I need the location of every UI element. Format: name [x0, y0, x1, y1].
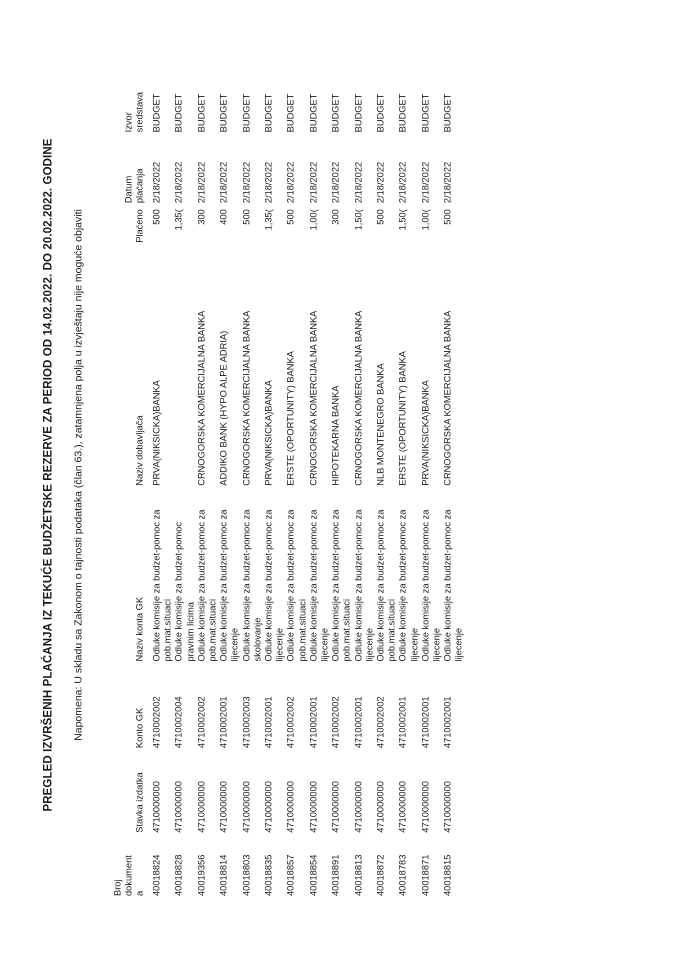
table-row	[375, 52, 397, 898]
table-row	[420, 52, 442, 898]
cell-broj-dokumenta: 40018891	[330, 854, 341, 896]
cell-stavka-izdatka: 4710000000	[307, 781, 318, 833]
cell-konto-gk: 4710002001	[397, 696, 408, 749]
cell-konto-gk: 4710002002	[285, 696, 296, 749]
cell-broj-dokumenta: 40018828	[173, 854, 184, 896]
cell-stavka-izdatka: 4710000000	[419, 781, 430, 833]
cell-placeno: 500	[442, 209, 453, 225]
cell-stavka-izdatka: 4710000000	[195, 781, 206, 833]
cell-konto-gk: 4710002002	[375, 696, 386, 749]
cell-naziv-konta-gk: Odluke komisije za budzet-pomoc pravnim licima	[173, 521, 195, 662]
cell-naziv-konta-gk: Odluke komisije za budzet-pomoc za lijecenje	[263, 509, 285, 662]
cell-izvor-sredstava: BUDGET	[218, 93, 229, 133]
table-row	[241, 52, 263, 898]
cell-izvor-sredstava: BUDGET	[240, 93, 251, 133]
cell-datum-placanja: 2/18/2022	[442, 161, 453, 204]
cell-broj-dokumenta: 40018857	[285, 854, 296, 896]
table-row	[442, 52, 464, 898]
cell-naziv-konta-gk: Odluke komisije za budzet-pomoc za lijecenje	[419, 509, 442, 662]
column-header-broj-dokumenta-line1: Broj	[112, 879, 122, 896]
cell-izvor-sredstava: BUDGET	[330, 93, 341, 133]
cell-datum-placanja: 2/18/2022	[285, 161, 296, 204]
cell-izvor-sredstava: BUDGET	[442, 93, 453, 133]
cell-placeno: 400	[218, 209, 229, 225]
cell-stavka-izdatka: 4710000000	[375, 781, 386, 833]
report-title: PREGLED IZVRŠENIH PLAĆANJA IZ TEKUĆE BUDŽETSKE REZERVE ZA PERIOD OD 14.02.2022. DO 20.02.2022. GODINE	[42, 138, 54, 812]
cell-naziv-konta-gk: Odluke komisije za budzet-pomoc za lijecenje	[442, 509, 464, 662]
cell-naziv-konta-gk: Odluke komisije za budzet-pomoc za pob.mat.situaci	[330, 509, 352, 662]
cell-naziv-dobavljaca: PRVA(NIKSICKA)BANKA	[151, 380, 161, 486]
cell-datum-placanja: 2/18/2022	[352, 161, 363, 204]
cell-placeno: 500	[151, 209, 161, 225]
cell-naziv-dobavljaca: CRNOGORSKA KOMERCIJALNA BANKA	[352, 310, 363, 486]
cell-naziv-konta-gk: Odluke komisije za budzet-pomoc za lijecenje	[397, 509, 419, 662]
cell-izvor-sredstava: BUDGET	[352, 93, 363, 133]
cell-datum-placanja: 2/18/2022	[240, 161, 251, 204]
cell-placeno: 1,50(	[397, 209, 408, 231]
cell-broj-dokumenta: 40018854	[307, 854, 318, 896]
table-row	[263, 52, 285, 898]
cell-naziv-konta-gk: Odluke komisije za budzet-pomoc za pob.mat.situaci	[375, 509, 397, 662]
column-header-broj-dokumenta	[112, 835, 151, 898]
cell-izvor-sredstava: BUDGET	[307, 93, 318, 133]
cell-datum-placanja: 2/18/2022	[375, 161, 386, 204]
cell-stavka-izdatka: 4710000000	[285, 781, 296, 833]
cell-placeno: 500	[285, 209, 296, 225]
cell-naziv-dobavljaca: ERSTE (OPORTUNITY) BANKA	[285, 351, 296, 486]
cell-broj-dokumenta: 40018803	[240, 854, 251, 896]
table-row	[196, 52, 218, 898]
column-header-izvor-sredstava-line2: sredstava	[134, 92, 144, 133]
table-row	[173, 52, 195, 898]
column-header-datum-placanja-line1: Datum	[123, 175, 133, 204]
cell-naziv-dobavljaca: CRNOGORSKA KOMERCIJALNA BANKA	[307, 310, 318, 486]
cell-placeno: 1,35(	[173, 209, 184, 231]
cell-izvor-sredstava: BUDGET	[375, 93, 386, 133]
cell-naziv-dobavljaca: PRVA(NIKSICKA)BANKA	[419, 380, 430, 486]
cell-broj-dokumenta: 40018872	[375, 854, 386, 896]
cell-naziv-dobavljaca: CRNOGORSKA KOMERCIJALNA BANKA	[195, 310, 206, 486]
cell-naziv-konta-gk: Odluke komisije za budzet-pomoc za skolovanje	[240, 509, 262, 662]
cell-stavka-izdatka: 4710000000	[352, 781, 363, 833]
cell-konto-gk: 4710002003	[240, 696, 251, 749]
column-header-izvor-sredstava-line1: Izvor	[123, 112, 133, 133]
table-row	[218, 52, 240, 898]
table-row	[308, 52, 330, 898]
column-header-naziv-konta-gk-line1: Naziv konta GK	[134, 596, 144, 662]
column-header-broj-dokumenta-line2: dokument	[123, 855, 133, 896]
column-header-broj-dokumenta-line3: a	[134, 890, 144, 896]
cell-datum-placanja: 2/18/2022	[173, 161, 184, 204]
cell-placeno: 300	[330, 209, 341, 225]
cell-konto-gk: 4710002002	[330, 696, 341, 749]
cell-izvor-sredstava: BUDGET	[173, 93, 184, 133]
column-header-stavka-izdatka-line1: Stavka izdatka	[134, 772, 144, 833]
cell-stavka-izdatka: 4710000000	[263, 781, 274, 833]
table-row	[330, 52, 352, 898]
cell-broj-dokumenta: 40019356	[195, 854, 206, 896]
cell-stavka-izdatka: 4710000000	[173, 781, 184, 833]
column-header-placeno	[112, 205, 151, 272]
cell-naziv-dobavljaca: PRVA(NIKSICKA)BANKA	[263, 380, 274, 486]
cell-naziv-konta-gk: Odluke komisije za budzet-pomoc za lijecenje	[352, 509, 374, 662]
cell-naziv-konta-gk: Odluke komisije za budzet-pomoc za pob.mat.situaci	[151, 509, 173, 662]
cell-datum-placanja: 2/18/2022	[307, 161, 318, 204]
cell-placeno: 300	[195, 209, 206, 225]
table-header-row	[112, 52, 151, 898]
table-row	[151, 52, 173, 898]
cell-konto-gk: 4710002001	[307, 696, 318, 749]
cell-naziv-konta-gk: Odluke komisije za budzet-pomoc za lijecenje	[307, 509, 330, 662]
cell-datum-placanja: 2/18/2022	[151, 161, 161, 204]
cell-broj-dokumenta: 40018814	[218, 854, 229, 896]
column-header-stavka-izdatka	[112, 750, 151, 835]
cell-izvor-sredstava: BUDGET	[419, 93, 430, 133]
cell-konto-gk: 4710002001	[419, 696, 430, 749]
cell-naziv-dobavljaca	[173, 272, 195, 488]
cell-placeno: 1,35(	[263, 209, 274, 231]
column-header-naziv-dobavljaca	[112, 272, 151, 488]
column-header-konto-gk-line1: Konto GK	[134, 707, 144, 749]
cell-datum-placanja: 2/18/2022	[397, 161, 408, 204]
cell-naziv-konta-gk: Odluke komisije za budzet-pomoc za lijecenje	[218, 509, 240, 662]
cell-konto-gk: 4710002001	[263, 696, 274, 749]
cell-broj-dokumenta: 40018824	[151, 854, 161, 896]
cell-konto-gk: 4710002001	[352, 696, 363, 749]
report-note: Napomena: U skladu sa Zakonom o tajnosti podataka (član 63.), zatamnjena polja u izvještaju nije moguće objaviti	[72, 209, 84, 741]
cell-broj-dokumenta: 40018815	[442, 854, 453, 896]
column-header-naziv-konta-gk	[112, 488, 151, 664]
cell-stavka-izdatka: 4710000000	[151, 781, 161, 833]
cell-datum-placanja: 2/18/2022	[195, 161, 206, 204]
cell-datum-placanja: 2/18/2022	[419, 161, 430, 204]
cell-datum-placanja: 2/18/2022	[218, 161, 229, 204]
cell-izvor-sredstava: BUDGET	[397, 93, 408, 133]
cell-naziv-dobavljaca: CRNOGORSKA KOMERCIJALNA BANKA	[442, 310, 453, 486]
cell-konto-gk: 4710002001	[442, 696, 453, 749]
table-body	[151, 52, 465, 898]
cell-datum-placanja: 2/18/2022	[263, 161, 274, 204]
cell-broj-dokumenta: 40018783	[397, 854, 408, 896]
cell-konto-gk: 4710002002	[195, 696, 206, 749]
cell-stavka-izdatka: 4710000000	[218, 781, 229, 833]
cell-naziv-konta-gk: Odluke komisije za budzet-pomoc za pob.mat.situaci	[285, 509, 307, 662]
cell-datum-placanja: 2/18/2022	[330, 161, 341, 204]
cell-izvor-sredstava: BUDGET	[263, 93, 274, 133]
cell-stavka-izdatka: 4710000000	[397, 781, 408, 833]
cell-naziv-dobavljaca: ERSTE (OPORTUNITY) BANKA	[397, 351, 408, 486]
cell-konto-gk: 4710002004	[173, 696, 184, 749]
cell-stavka-izdatka: 4710000000	[330, 781, 341, 833]
cell-izvor-sredstava: BUDGET	[195, 93, 206, 133]
cell-naziv-dobavljaca: HIPOTEKARNA BANKA	[330, 385, 341, 486]
cell-naziv-dobavljaca: NLB MONTENEGRO BANKA	[375, 363, 386, 486]
cell-naziv-dobavljaca: ADDIKO BANK (HYPO ALPE ADRIA)	[218, 330, 229, 486]
cell-stavka-izdatka: 4710000000	[442, 781, 453, 833]
payments-table	[112, 52, 465, 898]
cell-izvor-sredstava: BUDGET	[285, 93, 296, 133]
cell-naziv-dobavljaca: CRNOGORSKA KOMERCIJALNA BANKA	[240, 310, 251, 486]
column-header-izvor-sredstava	[112, 52, 151, 134]
table-row	[285, 52, 307, 898]
cell-broj-dokumenta: 40018871	[419, 854, 430, 896]
column-header-datum-placanja-line2: plaćanja	[134, 168, 144, 204]
column-header-konto-gk	[112, 664, 151, 751]
cell-izvor-sredstava: BUDGET	[151, 93, 161, 133]
cell-stavka-izdatka: 4710000000	[240, 781, 251, 833]
cell-broj-dokumenta: 40018813	[352, 854, 363, 896]
cell-konto-gk: 4710002002	[151, 696, 161, 749]
cell-placeno: 1,50(	[352, 209, 363, 231]
table-row	[353, 52, 375, 898]
cell-placeno: 1,00(	[419, 209, 430, 231]
column-header-placeno-line1: Plaćeno	[134, 209, 144, 243]
table-row	[397, 52, 419, 898]
column-header-naziv-dobavljaca-line1: Naziv dobavljača	[134, 415, 144, 486]
cell-placeno: 500	[240, 209, 251, 225]
column-header-datum-placanja	[112, 134, 151, 205]
cell-placeno: 500	[375, 209, 386, 225]
cell-broj-dokumenta: 40018835	[263, 854, 274, 896]
table-header	[112, 52, 151, 898]
cell-naziv-konta-gk: Odluke komisije za budzet-pomoc za pob.mat.situaci	[195, 509, 218, 662]
cell-placeno: 1,00(	[307, 209, 318, 231]
cell-konto-gk: 4710002001	[218, 696, 229, 749]
